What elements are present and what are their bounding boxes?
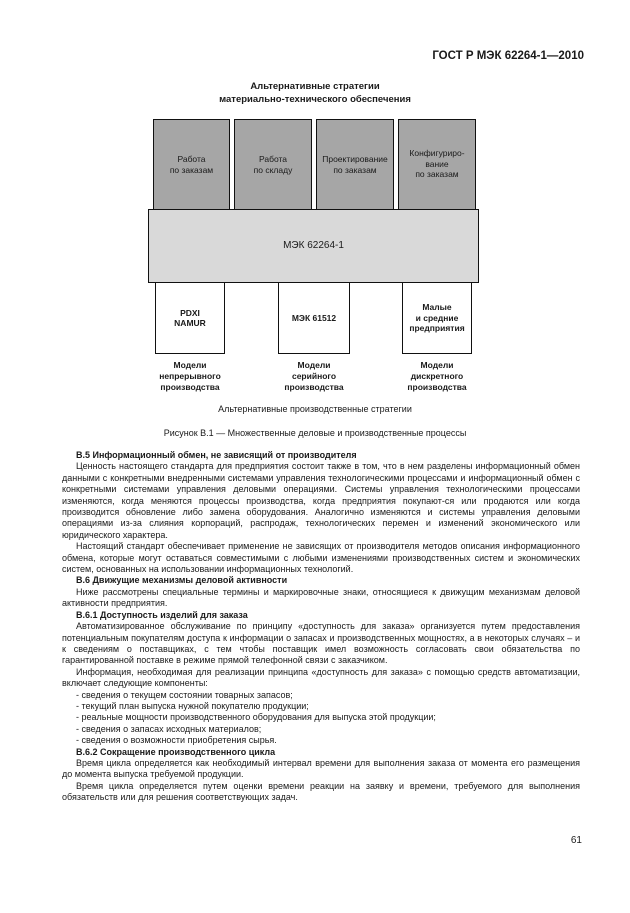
strategy-box-configure-to-order: [398, 119, 476, 212]
box-label: Работа: [258, 154, 288, 164]
model-label-line: непрерывного: [159, 371, 221, 381]
center-standard-box: [148, 209, 479, 283]
list-item: - текущий план выпуска нужной покупателю продукции;: [76, 700, 309, 711]
strategy-box-engineer-to-order: [316, 119, 394, 212]
model-label-continuous: [150, 360, 230, 393]
box-label: по заказам: [415, 169, 459, 179]
figure-caption: Рисунок В.1 — Множественные деловые и производственные процессы: [163, 428, 467, 438]
model-label-line: Модели: [297, 360, 331, 370]
diagram-axis-label: Альтернативные производственные стратегии: [218, 404, 412, 414]
page-number: 61: [570, 835, 582, 846]
standard-box-smb: [402, 282, 472, 354]
box-label: вание: [425, 158, 449, 169]
box-label: PDXI: [180, 307, 200, 318]
box-label: по складу: [253, 164, 293, 175]
list-item: - сведения о текущем состоянии товарных запасов;: [76, 689, 293, 700]
model-label-line: Модели: [173, 360, 207, 370]
model-label-batch: [274, 360, 354, 393]
standard-header: ГОСТ Р МЭК 62264-1—2010: [432, 50, 584, 62]
model-label-line: дискретного: [410, 371, 464, 381]
box-label: Конфигуриро-: [409, 148, 465, 158]
section-heading: В.6.1 Доступность изделий для заказа: [76, 609, 248, 620]
diagram-title-line-2: материально-технического обеспечения: [219, 94, 411, 105]
model-label-line: производства: [407, 382, 467, 392]
model-label-line: производства: [160, 382, 220, 392]
box-label: МЭК 61512: [291, 312, 337, 323]
list-item: - сведения о возможности приобретения сырья.: [76, 735, 277, 746]
paragraph: Ниже рассмотрены специальные термины и маркировочные знаки, относящиеся к движущим механизмам деловой активности предприятия.: [62, 586, 580, 609]
diagram-title: [0, 80, 630, 106]
section-heading: В.6.2 Сокращение производственного цикла: [76, 746, 276, 757]
box-label: Работа: [177, 154, 206, 164]
paragraph: Ценность настоящего стандарта для предприятия состоит также в том, что в нем разделены информационный обмен данными с конкретными внедренными системами управления технологическими процессами и информационный обмен с конкретными системами управления деловыми операциями. Системы управления технологическими процессами изменяются, когда меняются процессы производства, когда предприятия покупают-ся или продаются или когда производится обновление либо замена оборудования. Аналогично изменяются и системы управления деловыми операциями из-за слияния корпораций, распродаж, технологических перемен и изменений экономического или юридического характера.: [62, 461, 580, 540]
paragraph: Время цикла определяется как необходимый интервал времени для выполнения заказа от момента его размещения до момента выпуска требуемой продукции.: [62, 757, 580, 780]
diagram-title-line-1: Альтернативные стратегии: [250, 81, 380, 92]
center-standard-label: МЭК 62264-1: [283, 239, 344, 251]
box-label: NAMUR: [174, 318, 206, 328]
paragraph: Автоматизированное обслуживание по принципу «доступность для заказа» организуется путем предоставления потенциальным покупателям доступа к информации о запасах и производственных мощностях, а в некоторых случаях – и к сведениям о поставщиках, с тем чтобы поставщик имел возможность согласовать свои обязательства по гарантированной поставке в режиме прямой телефонной связи с заказчиком.: [62, 621, 580, 666]
model-label-line: серийного: [291, 371, 337, 381]
paragraph: Время цикла определяется путем оценки времени реакции на заявку и времени, требуемого для выполнения обязательств или для решения соответствующих задач.: [62, 780, 580, 803]
list-item: - реальные мощности производственного оборудования для выпуска этой продукции;: [76, 712, 436, 723]
box-label: и средние: [415, 312, 459, 323]
paragraph: Настоящий стандарт обеспечивает применение не зависящих от производителя методов описания информационного обмена, которые могут оставаться совместимыми с любыми изменениями производственных систем и экономических систем, основанных на использовании информационных технологий.: [62, 541, 580, 575]
box-label: Проектирование: [322, 154, 388, 164]
paragraph: Информация, необходимая для реализации принципа «доступность для заказа» с помощью средств автоматизации, включает следующие компоненты:: [62, 666, 580, 689]
body-text: [62, 450, 580, 804]
list-item: - сведения о запасах исходных материалов;: [76, 723, 262, 734]
section-heading: В.6 Движущие механизмы деловой активности: [76, 575, 288, 586]
box-label: по заказам: [169, 164, 214, 175]
strategy-box-make-to-stock: [234, 119, 312, 212]
model-label-line: производства: [284, 382, 344, 392]
box-label: по заказам: [333, 164, 377, 175]
model-label-line: Модели: [420, 360, 454, 370]
strategy-box-make-to-order: [153, 119, 230, 212]
standard-box-iec-61512: [278, 282, 350, 354]
standard-box-pdxi-namur: [155, 282, 225, 354]
box-label: предприятия: [409, 323, 465, 334]
model-label-discrete: [397, 360, 477, 393]
section-heading: В.5 Информационный обмен, не зависящий от производителя: [76, 450, 357, 460]
box-label: Малые: [422, 302, 452, 313]
